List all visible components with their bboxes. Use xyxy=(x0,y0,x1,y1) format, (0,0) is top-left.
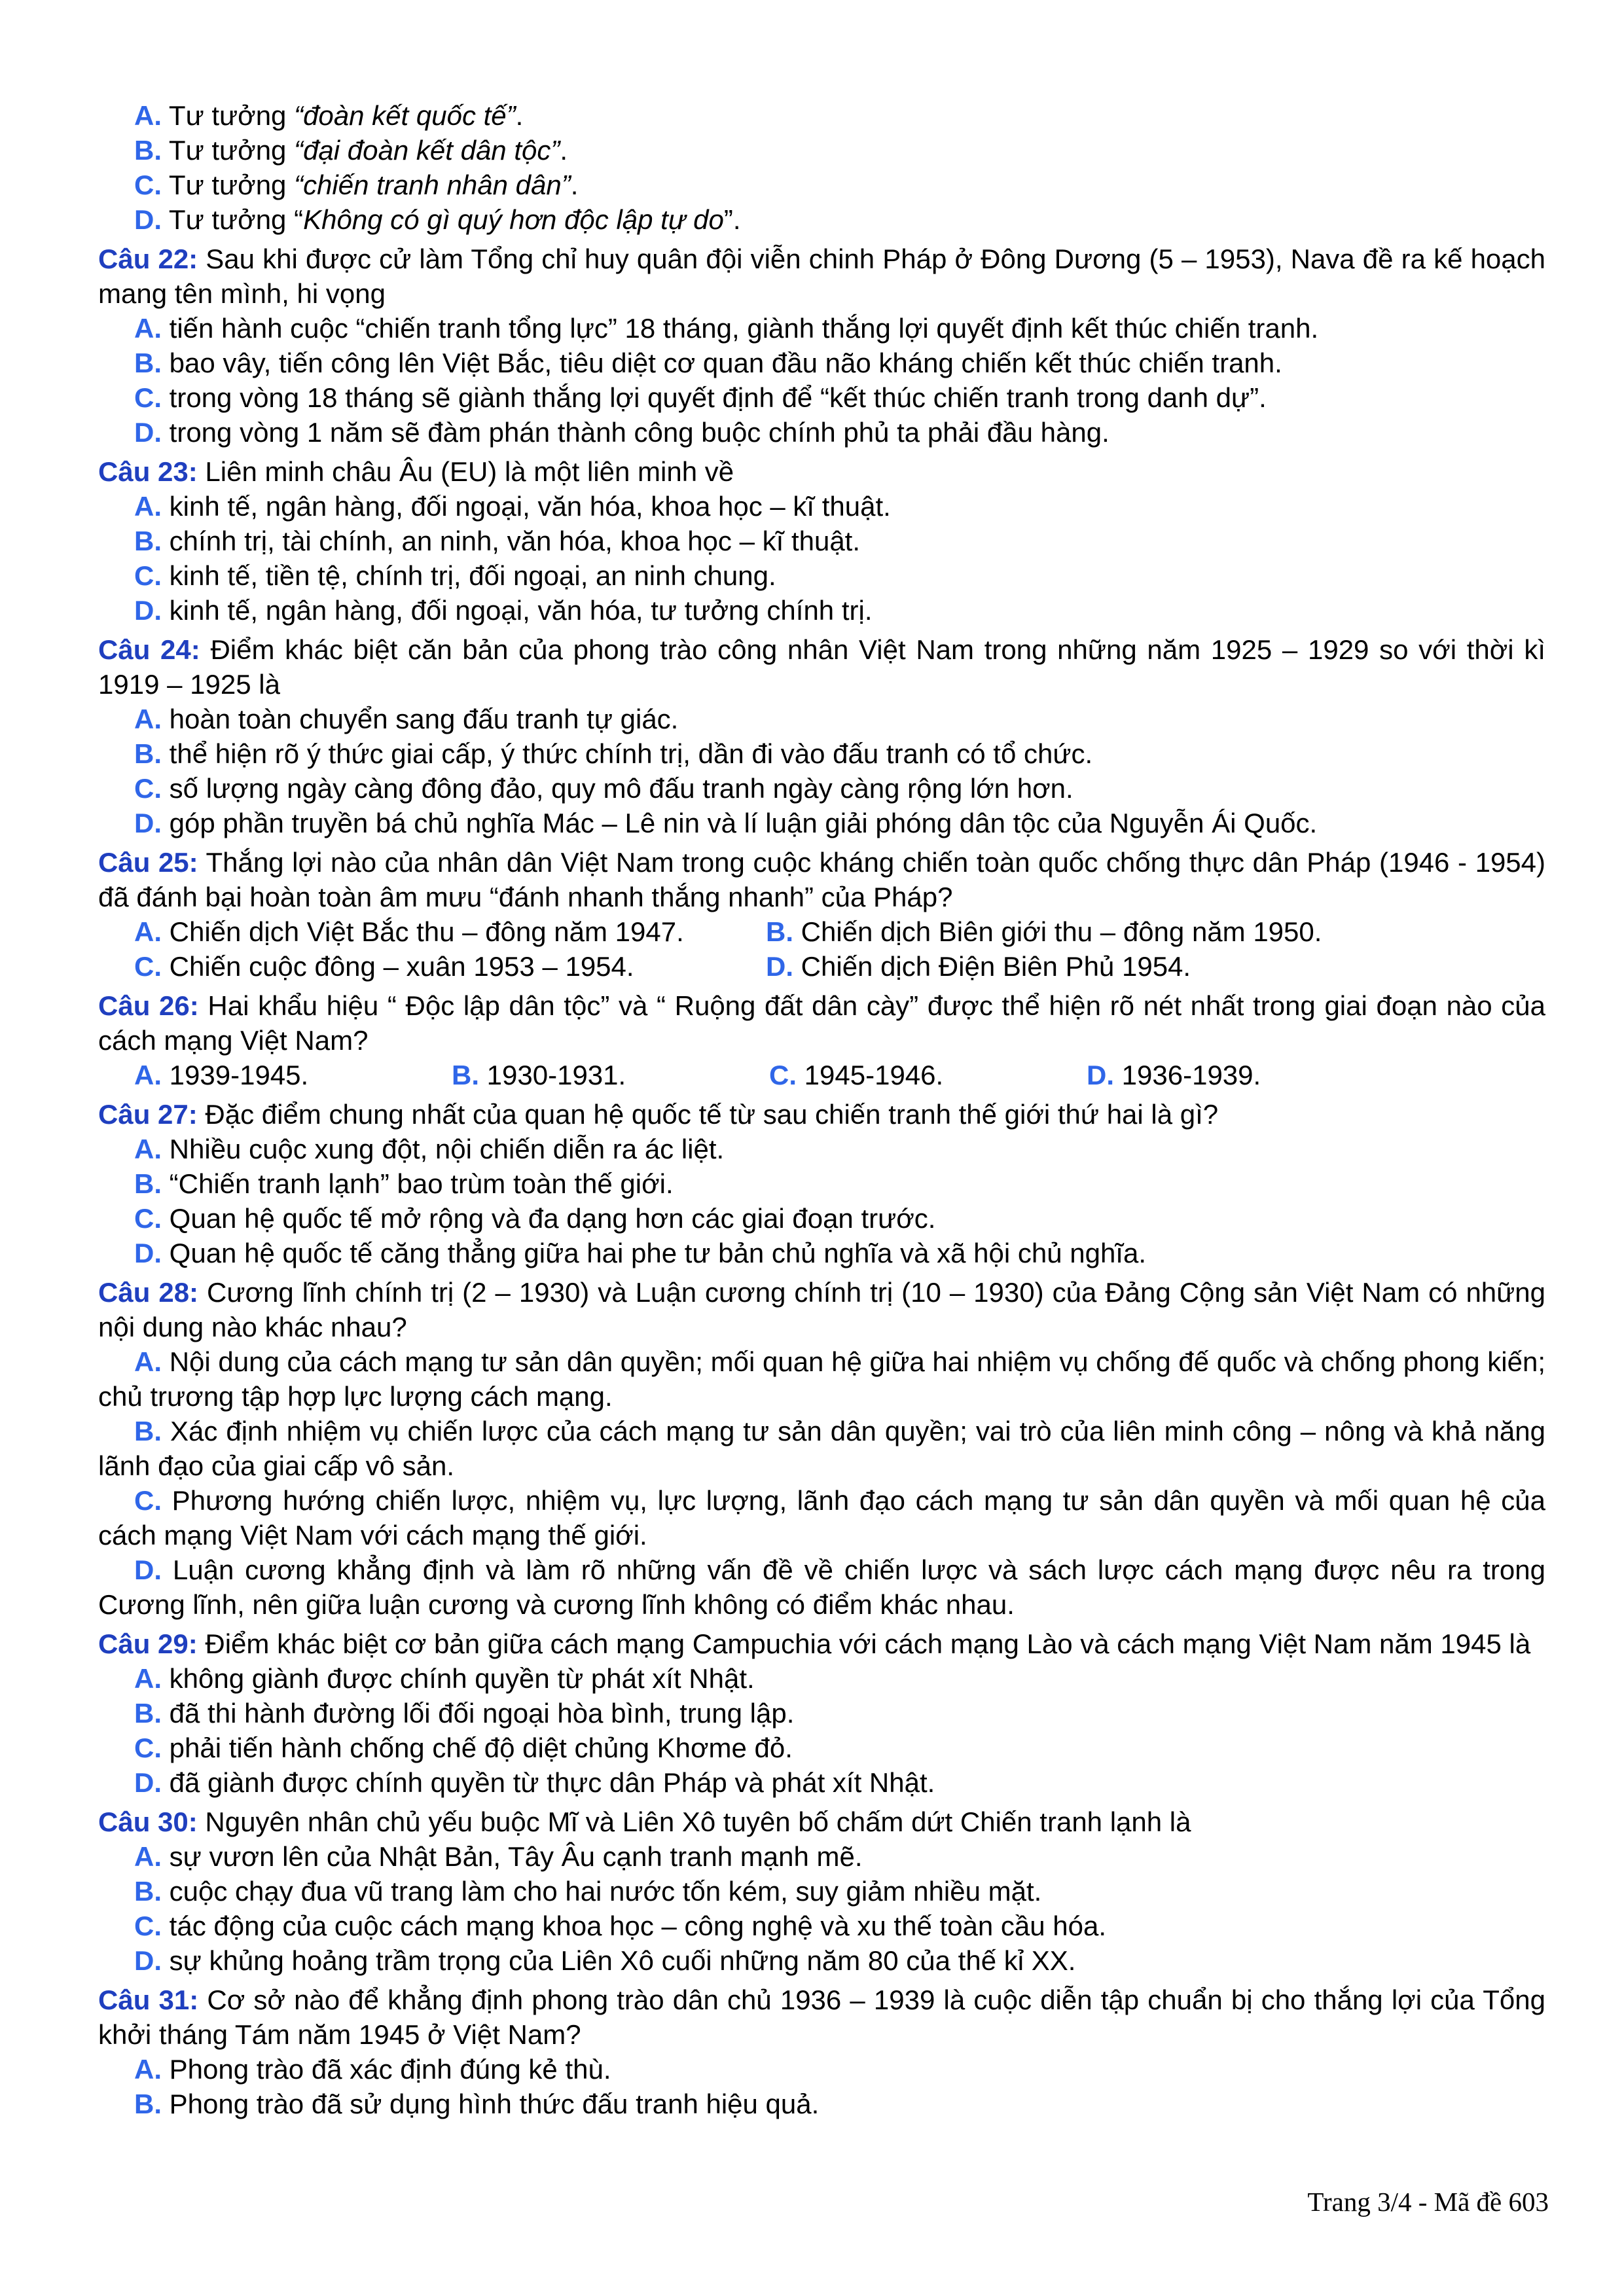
option-row: A. Tư tưởng “đoàn kết quốc tế”. xyxy=(134,100,524,131)
option-c: C. phải tiến hành chống chế độ diệt chủng Khơme đỏ. xyxy=(134,1732,793,1763)
question-stem: Câu 25: Thắng lợi nào của nhân dân Việt Nam trong cuộc kháng chiến toàn quốc chống thực dân Pháp (1946 - 1954) đã đánh bại hoàn toàn âm mưu “đánh nhanh thắng nhanh” của Pháp? xyxy=(98,847,1546,912)
option-a: A. hoàn toàn chuyển sang đấu tranh tự giác. xyxy=(134,704,679,734)
option-d: D. góp phần truyền bá chủ nghĩa Mác – Lê nin và lí luận giải phóng dân tộc của Nguyễn Ái Quốc. xyxy=(134,808,1318,838)
option-b: B. “Chiến tranh lạnh” bao trùm toàn thế giới. xyxy=(134,1168,674,1199)
option-c: C. Chiến cuộc đông – xuân 1953 – 1954. xyxy=(134,951,634,982)
question-stem: Câu 28: Cương lĩnh chính trị (2 – 1930) và Luận cương chính trị (10 – 1930) của Đảng Cộng sản Việt Nam có những nội dung nào khác nhau? xyxy=(98,1277,1545,1342)
option-b: B. chính trị, tài chính, an ninh, văn hóa, khoa học – kĩ thuật. xyxy=(134,526,861,556)
question-27 xyxy=(98,1097,1545,1270)
question-stem: Câu 27: Đặc điểm chung nhất của quan hệ quốc tế từ sau chiến tranh thế giới thứ hai là gì? xyxy=(98,1099,1219,1130)
option-d: D. đã giành được chính quyền từ thực dân Pháp và phát xít Nhật. xyxy=(134,1767,935,1798)
option-d: D. sự khủng hoảng trầm trọng của Liên Xô cuối những năm 80 của thế kỉ XX. xyxy=(134,1945,1076,1976)
question-21-options xyxy=(98,98,1545,237)
question-23 xyxy=(98,454,1545,628)
option-b: B. Xác định nhiệm vụ chiến lược của cách mạng tư sản dân quyền; vai trò của liên minh công – nông và khả năng lãnh đạo của giai cấp vô sản. xyxy=(98,1416,1546,1481)
option-b: B. bao vây, tiến công lên Việt Bắc, tiêu diệt cơ quan đầu não kháng chiến kết thúc chiến tranh. xyxy=(134,348,1282,378)
option-b: B. Phong trào đã sử dụng hình thức đấu tranh hiệu quả. xyxy=(134,2089,820,2119)
question-stem: Câu 26: Hai khẩu hiệu “ Độc lập dân tộc” và “ Ruộng đất dân cày” được thể hiện rõ nét nhất trong giai đoạn nào của cách mạng Việt Nam? xyxy=(98,990,1546,1056)
option-a: A. tiến hành cuộc “chiến tranh tổng lực” 18 tháng, giành thắng lợi quyết định kết thúc chiến tranh. xyxy=(134,313,1319,344)
option-a: A. Phong trào đã xác định đúng kẻ thù. xyxy=(134,2054,611,2085)
option-b: B. thể hiện rõ ý thức giai cấp, ý thức chính trị, dần đi vào đấu tranh có tổ chức. xyxy=(134,738,1093,769)
option-a: A. 1939-1945. xyxy=(134,1060,309,1090)
question-26 xyxy=(98,988,1545,1092)
option-c: C. tác động của cuộc cách mạng khoa học – công nghệ và xu thế toàn cầu hóa. xyxy=(134,1910,1107,1941)
option-c: C. Phương hướng chiến lược, nhiệm vụ, lực lượng, lãnh đạo cách mạng tư sản dân quyền và mối quan hệ của cách mạng Việt Nam với cách mạng thế giới. xyxy=(98,1485,1545,1551)
option-d: D. Luận cương khẳng định và làm rõ những vấn đề về chiến lược và sách lược cách mạng được nêu ra trong Cương lĩnh, nên giữa luận cương và cương lĩnh không có điểm khác nhau. xyxy=(98,1554,1545,1620)
option-d: D. trong vòng 1 năm sẽ đàm phán thành công buộc chính phủ ta phải đầu hàng. xyxy=(134,417,1110,448)
question-stem: Câu 30: Nguyên nhân chủ yếu buộc Mĩ và Liên Xô tuyên bố chấm dứt Chiến tranh lạnh là xyxy=(98,1806,1191,1837)
option-row xyxy=(98,914,1545,949)
question-29 xyxy=(98,1626,1545,1800)
option-a: A. Nhiều cuộc xung đột, nội chiến diễn ra ác liệt. xyxy=(134,1134,725,1164)
option-d: D. kinh tế, ngân hàng, đối ngoại, văn hóa, tư tưởng chính trị. xyxy=(134,595,873,626)
option-c: C. 1945-1946. xyxy=(769,1060,944,1090)
option-c: C. trong vòng 18 tháng sẽ giành thắng lợi quyết định để “kết thúc chiến tranh trong danh dự”. xyxy=(134,382,1267,413)
option-d: D. Quan hệ quốc tế căng thẳng giữa hai phe tư bản chủ nghĩa và xã hội chủ nghĩa. xyxy=(134,1238,1147,1268)
option-d: D. Chiến dịch Điện Biên Phủ 1954. xyxy=(766,951,1191,982)
option-row xyxy=(98,1058,1545,1092)
option-row: D. Tư tưởng “Không có gì quý hơn độc lập tự do”. xyxy=(134,204,741,235)
option-c: C. Quan hệ quốc tế mở rộng và đa dạng hơn các giai đoạn trước. xyxy=(134,1203,936,1234)
option-a: A. Nội dung của cách mạng tư sản dân quyền; mối quan hệ giữa hai nhiệm vụ chống đế quốc và chống phong kiến; chủ trương tập hợp lực lượng cách mạng. xyxy=(98,1346,1545,1412)
option-a: A. sự vươn lên của Nhật Bản, Tây Âu cạnh tranh mạnh mẽ. xyxy=(134,1841,863,1872)
question-stem: Câu 22: Sau khi được cử làm Tổng chỉ huy quân đội viễn chinh Pháp ở Đông Dương (5 – 1953), Nava đề ra kế hoạch mang tên mình, hi vọng xyxy=(98,243,1545,309)
question-25 xyxy=(98,845,1545,984)
option-b: B. cuộc chạy đua vũ trang làm cho hai nước tốn kém, suy giảm nhiều mặt. xyxy=(134,1876,1042,1907)
option-b: B. 1930-1931. xyxy=(452,1060,626,1090)
question-22 xyxy=(98,242,1545,450)
option-c: C. số lượng ngày càng đông đảo, quy mô đấu tranh ngày càng rộng lớn hơn. xyxy=(134,773,1074,804)
question-31 xyxy=(98,1982,1545,2121)
option-d: D. 1936-1939. xyxy=(1087,1060,1261,1090)
question-30 xyxy=(98,1804,1545,1978)
option-row: C. Tư tưởng “chiến tranh nhân dân”. xyxy=(134,170,579,200)
question-stem: Câu 24: Điểm khác biệt căn bản của phong trào công nhân Việt Nam trong những năm 1925 – 1929 so với thời kì 1919 – 1925 là xyxy=(98,634,1546,700)
question-stem: Câu 31: Cơ sở nào để khẳng định phong trào dân chủ 1936 – 1939 là cuộc diễn tập chuẩn bị cho thắng lợi của Tổng khởi tháng Tám năm 1945 ở Việt Nam? xyxy=(98,1984,1546,2050)
option-b: B. đã thi hành đường lối đối ngoại hòa bình, trung lập. xyxy=(134,1698,795,1729)
question-stem: Câu 23: Liên minh châu Âu (EU) là một liên minh về xyxy=(98,456,734,487)
option-row xyxy=(98,949,1545,984)
page-footer: Trang 3/4 - Mã đề 603 xyxy=(1307,2187,1549,2217)
option-b: B. Chiến dịch Biên giới thu – đông năm 1950. xyxy=(766,916,1322,947)
option-a: A. Chiến dịch Việt Bắc thu – đông năm 1947. xyxy=(134,916,684,947)
option-c: C. kinh tế, tiền tệ, chính trị, đối ngoại, an ninh chung. xyxy=(134,560,776,591)
question-28 xyxy=(98,1275,1545,1622)
option-a: A. kinh tế, ngân hàng, đối ngoại, văn hóa, khoa học – kĩ thuật. xyxy=(134,491,891,522)
option-row: B. Tư tưởng “đại đoàn kết dân tộc”. xyxy=(134,135,568,166)
option-a: A. không giành được chính quyền từ phát xít Nhật. xyxy=(134,1663,755,1694)
question-24 xyxy=(98,632,1545,840)
question-stem: Câu 29: Điểm khác biệt cơ bản giữa cách mạng Campuchia với cách mạng Lào và cách mạng Việt Nam năm 1945 là xyxy=(98,1628,1531,1659)
